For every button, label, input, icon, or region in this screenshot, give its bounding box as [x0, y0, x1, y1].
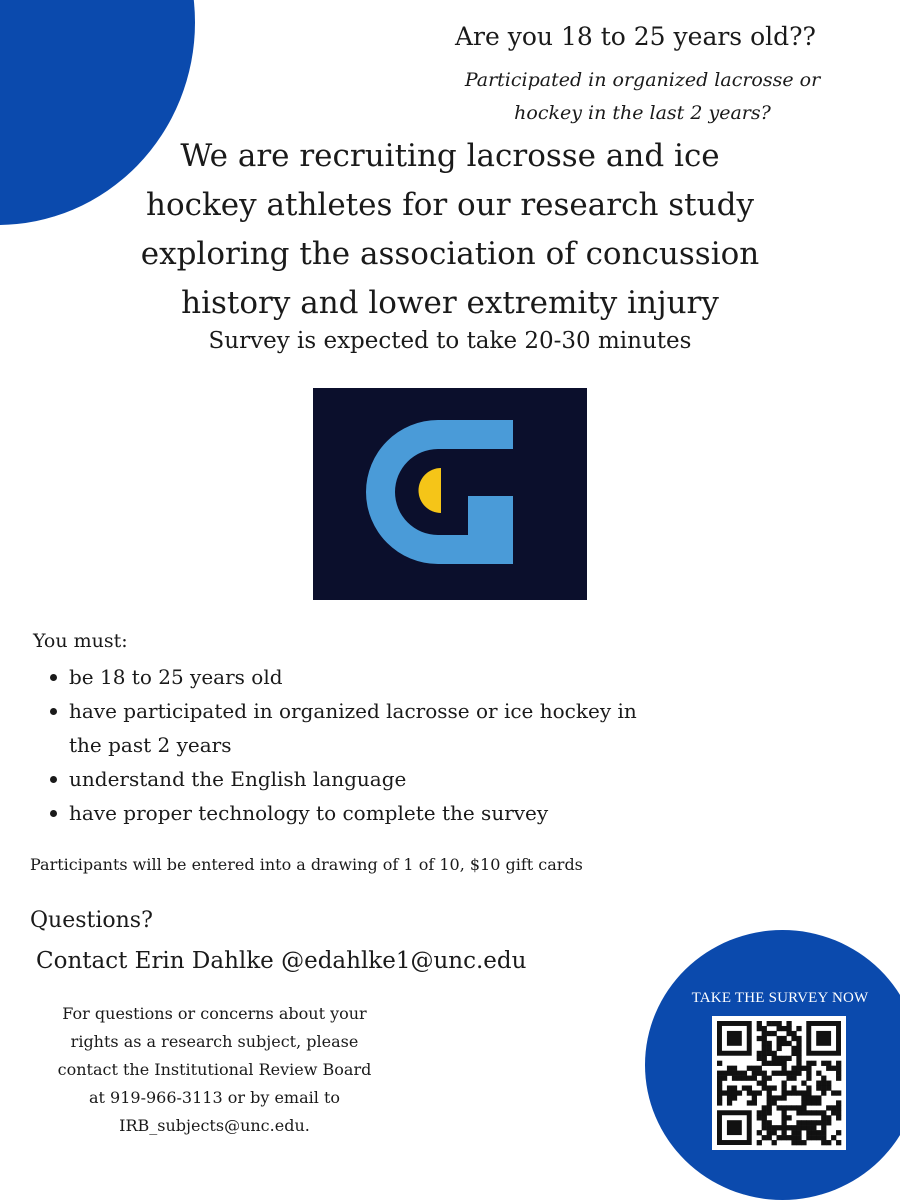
irb-line: rights as a research subject, please: [70, 1032, 359, 1051]
list-item: understand the English language: [48, 762, 668, 796]
irb-line: For questions or concerns about your: [62, 1004, 367, 1023]
qr-code-icon[interactable]: [712, 1016, 846, 1150]
recruitment-headline: [100, 132, 800, 328]
contact-line[interactable]: Contact Erin Dahlke @edahlke1@unc.edu: [36, 948, 527, 974]
list-item: have participated in organized lacrosse or ice hockey in the past 2 years: [48, 694, 668, 762]
survey-qr-link[interactable]: [712, 1016, 846, 1150]
questions-heading: Questions?: [30, 908, 153, 933]
headline-line: history and lower extremity injury: [181, 285, 719, 321]
irb-line: at 919-966-3113 or by email to: [88, 1088, 341, 1107]
irb-line[interactable]: IRB_subjects@unc.edu.: [119, 1116, 310, 1135]
list-item: be 18 to 25 years old: [48, 660, 668, 694]
survey-duration: Survey is expected to take 20-30 minutes: [208, 328, 692, 354]
study-logo: [313, 388, 587, 600]
sport-question-line: Participated in organized lacrosse or: [464, 69, 821, 91]
headline-line: hockey athletes for our research study: [146, 187, 754, 223]
g-letter-logo-icon: [313, 388, 587, 600]
irb-notice: [22, 1000, 407, 1140]
sport-question-line: hockey in the last 2 years?: [514, 102, 771, 124]
irb-line: contact the Institutional Review Board: [57, 1060, 372, 1079]
headline-line: exploring the association of concussion: [140, 236, 760, 272]
headline-line: We are recruiting lacrosse and ice: [180, 138, 720, 174]
requirements-heading: You must:: [33, 630, 128, 652]
requirements-list: [48, 660, 668, 830]
list-item: have proper technology to complete the survey: [48, 796, 668, 830]
incentive-text: Participants will be entered into a drawing of 1 of 10, $10 gift cards: [30, 855, 583, 874]
age-question: Are you 18 to 25 years old??: [455, 22, 816, 51]
survey-cta-label: TAKE THE SURVEY NOW: [691, 990, 869, 1006]
sport-question: [420, 64, 865, 130]
